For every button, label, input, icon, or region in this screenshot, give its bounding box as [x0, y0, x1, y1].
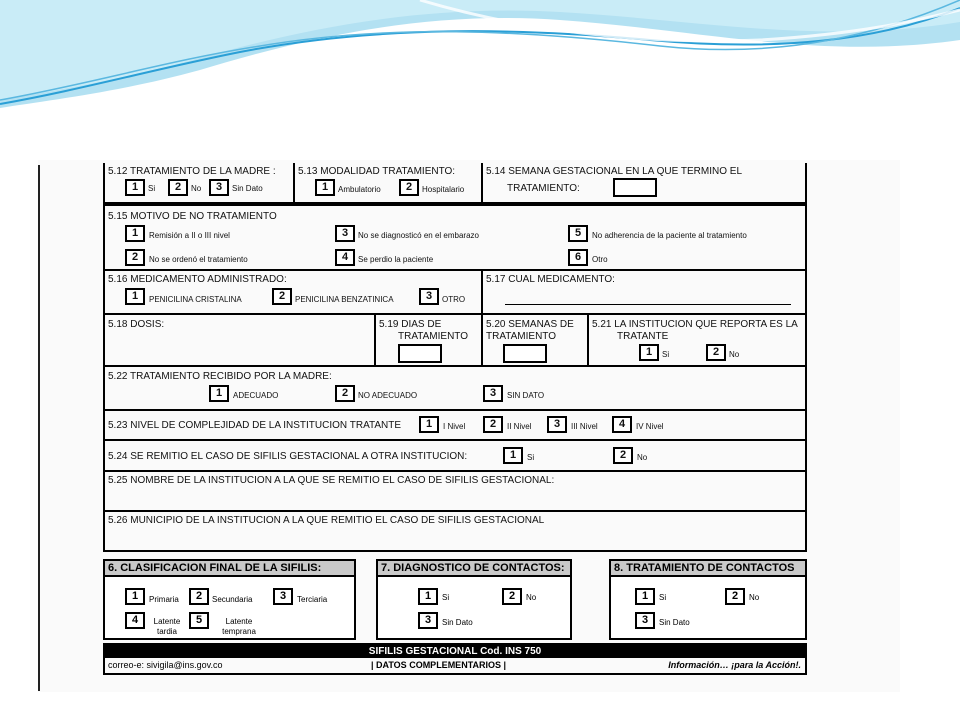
label-5-24: 5.24 SE REMITIO EL CASO DE SIFILIS GESTACIONAL A OTRA INSTITUCION:	[108, 451, 468, 462]
row-5-12	[103, 163, 807, 204]
label-5-20: 5.20 SEMANAS DE	[486, 319, 574, 330]
option-box-tratamiento-sin-dato[interactable]: 3	[483, 385, 503, 402]
input-cual-medicamento[interactable]	[505, 304, 791, 305]
option-label-secundaria: Secundaria	[212, 595, 253, 604]
input-semanas-tratamiento[interactable]	[503, 344, 547, 363]
option-box-si[interactable]: 1	[125, 179, 145, 196]
option-label-diag-sin-dato: Sin Dato	[442, 618, 473, 627]
option-box-no-adecuado[interactable]: 2	[335, 385, 355, 402]
cell-5-17	[483, 271, 805, 313]
option-box-nivel-2[interactable]: 2	[483, 416, 503, 433]
option-box-adecuado[interactable]: 1	[209, 385, 229, 402]
cell-5-21	[589, 315, 805, 365]
label-5-14-sub: TRATAMIENTO:	[507, 183, 580, 194]
option-label-nivel-1: I Nivel	[443, 422, 466, 431]
cell-5-19	[376, 315, 483, 365]
option-label-trat-no: No	[749, 593, 760, 602]
option-box-nivel-4[interactable]: 4	[612, 416, 632, 433]
option-label-latente-temprana: Latente temprana	[222, 617, 256, 636]
option-label-sin-dato: Sin Dato	[232, 184, 263, 193]
section-7-title: 7. DIAGNOSTICO DE CONTACTOS:	[378, 561, 570, 577]
option-box-remision[interactable]: 1	[125, 225, 145, 242]
option-label-adecuado: ADECUADO	[233, 391, 279, 400]
option-box-tratante-no[interactable]: 2	[706, 344, 726, 361]
option-box-terciaria[interactable]: 3	[273, 588, 293, 605]
page-margin-line	[38, 165, 40, 691]
cell-5-20	[483, 315, 589, 365]
row-5-16	[103, 271, 807, 315]
label-5-19-sub: TRATAMIENTO	[398, 331, 468, 342]
cell-5-16	[105, 271, 483, 313]
section-6-title: 6. CLASIFICACION FINAL DE LA SIFILIS:	[105, 561, 354, 577]
label-5-26: 5.26 MUNICIPIO DE LA INSTITUCION A LA QUE REMITIO EL CASO DE SIFILIS GESTACIONAL	[108, 515, 545, 526]
option-label-remitio-si: Si	[527, 453, 535, 462]
cell-5-14	[483, 163, 805, 202]
option-label-terciaria: Terciaria	[297, 595, 328, 604]
option-label-nivel-4: IV Nivel	[636, 422, 664, 431]
option-label-ambulatorio: Ambulatorio	[338, 185, 381, 194]
option-box-penicilina-benzatinica[interactable]: 2	[272, 288, 292, 305]
option-box-diag-si[interactable]: 1	[418, 588, 438, 605]
label-5-20-sub: TRATAMIENTO	[486, 331, 556, 342]
option-box-otro[interactable]: 6	[568, 249, 588, 266]
option-label-se-perdio: Se perdio la paciente	[358, 255, 434, 264]
option-box-remitio-no[interactable]: 2	[613, 447, 633, 464]
option-label-penicilina-cristalina: PENICILINA CRISTALINA	[149, 295, 242, 304]
option-label-otro: Otro	[592, 255, 608, 264]
section-diagnostico-contactos	[376, 559, 572, 640]
cell-5-13	[295, 163, 483, 202]
option-box-secundaria[interactable]: 2	[189, 588, 209, 605]
option-box-nivel-3[interactable]: 3	[547, 416, 567, 433]
input-dias-tratamiento[interactable]	[398, 344, 442, 363]
option-box-otro-medicamento[interactable]: 3	[419, 288, 439, 305]
option-box-latente-temprana[interactable]: 5	[189, 612, 209, 629]
option-label-no-ordeno: No se ordenó el tratamiento	[149, 255, 248, 264]
option-label-penicilina-benzatinica: PENICILINA BENZATINICA	[295, 295, 394, 304]
option-label-remision: Remisión a II o III nivel	[149, 231, 230, 240]
form-footer	[103, 643, 807, 675]
label-5-12: 5.12 TRATAMIENTO DE LA MADRE :	[108, 166, 276, 177]
label-5-17: 5.17 CUAL MEDICAMENTO:	[486, 274, 615, 285]
option-box-hospitalario[interactable]: 2	[399, 179, 419, 196]
label-5-16: 5.16 MEDICAMENTO ADMINISTRADO:	[108, 274, 287, 285]
option-label-no-adherencia: No adherencia de la paciente al tratamiento	[592, 231, 747, 240]
option-label-no-diagnostico: No se diagnosticó en el embarazo	[358, 231, 479, 240]
option-box-no-ordeno[interactable]: 2	[125, 249, 145, 266]
option-box-no-adherencia[interactable]: 5	[568, 225, 588, 242]
footer-slogan: Información… ¡para la Acción!.	[668, 660, 801, 670]
footer-info-row	[105, 658, 805, 673]
label-5-23: 5.23 NIVEL DE COMPLEJIDAD DE LA INSTITUCION TRATANTE	[108, 420, 402, 431]
option-box-penicilina-cristalina[interactable]: 1	[125, 288, 145, 305]
label-5-18: 5.18 DOSIS:	[108, 319, 165, 330]
label-5-21: 5.21 LA INSTITUCION QUE REPORTA ES LA	[592, 319, 798, 330]
option-label-trat-sin-dato: Sin Dato	[659, 618, 690, 627]
label-5-19: 5.19 DIAS DE	[379, 319, 442, 330]
label-5-14: 5.14 SEMANA GESTACIONAL EN LA QUE TERMINO EL	[486, 166, 743, 177]
option-box-no-diagnostico[interactable]: 3	[335, 225, 355, 242]
option-label-si: Si	[148, 184, 156, 193]
cell-5-12	[105, 163, 295, 202]
option-box-trat-si[interactable]: 1	[635, 588, 655, 605]
option-box-se-perdio[interactable]: 4	[335, 249, 355, 266]
option-box-latente-tardia[interactable]: 4	[125, 612, 145, 629]
cell-5-18	[105, 315, 376, 365]
option-label-tratante-no: No	[729, 350, 740, 359]
option-box-remitio-si[interactable]: 1	[503, 447, 523, 464]
option-label-no: No	[191, 184, 202, 193]
section-8-title: 8. TRATAMIENTO DE CONTACTOS	[611, 561, 805, 577]
option-box-sin-dato[interactable]: 3	[209, 179, 229, 196]
option-box-diag-no[interactable]: 2	[502, 588, 522, 605]
option-box-diag-sin-dato[interactable]: 3	[418, 612, 438, 629]
row-5-23	[103, 411, 807, 441]
row-5-25[interactable]	[103, 472, 807, 512]
footer-section-label: | DATOS COMPLEMENTARIOS |	[371, 660, 507, 670]
footer-title: SIFILIS GESTACIONAL Cod. INS 750	[105, 645, 805, 658]
option-box-ambulatorio[interactable]: 1	[315, 179, 335, 196]
option-label-primaria: Primaria	[149, 595, 179, 604]
option-label-remitio-no: No	[637, 453, 648, 462]
footer-email: correo-e: sivigila@ins.gov.co	[108, 660, 223, 670]
option-label-nivel-2: II Nivel	[507, 422, 532, 431]
option-label-diag-no: No	[526, 593, 537, 602]
row-5-15	[103, 204, 807, 271]
row-5-22	[103, 367, 807, 411]
option-box-trat-no[interactable]: 2	[725, 588, 745, 605]
option-label-trat-si: Si	[659, 593, 667, 602]
option-label-no-adecuado: NO ADECUADO	[358, 391, 418, 400]
option-box-tratante-si[interactable]: 1	[639, 344, 659, 361]
label-5-15: 5.15 MOTIVO DE NO TRATAMIENTO	[108, 211, 277, 222]
option-label-otro-medicamento: OTRO	[442, 295, 466, 304]
option-box-trat-sin-dato[interactable]: 3	[635, 612, 655, 629]
section-tratamiento-contactos	[609, 559, 807, 640]
label-5-21-sub: TRATANTE	[617, 331, 669, 342]
option-label-latente-tardia: Latente tardia	[153, 617, 181, 636]
option-label-tratamiento-sin-dato: SIN DATO	[507, 391, 545, 400]
input-semana-gestacional[interactable]	[613, 178, 657, 197]
label-5-13: 5.13 MODALIDAD TRATAMIENTO:	[298, 166, 456, 177]
option-box-primaria[interactable]: 1	[125, 588, 145, 605]
label-5-22: 5.22 TRATAMIENTO RECIBIDO POR LA MADRE:	[108, 371, 332, 382]
option-box-nivel-1[interactable]: 1	[419, 416, 439, 433]
label-5-25: 5.25 NOMBRE DE LA INSTITUCION A LA QUE SE REMITIO EL CASO DE SIFILIS GESTACIONAL:	[108, 475, 555, 486]
row-5-26[interactable]	[103, 512, 807, 552]
option-label-nivel-3: III Nivel	[571, 422, 598, 431]
row-5-24	[103, 441, 807, 472]
option-box-no[interactable]: 2	[168, 179, 188, 196]
option-label-diag-si: Si	[442, 593, 450, 602]
section-clasificacion-final	[103, 559, 356, 640]
option-label-hospitalario: Hospitalario	[422, 185, 465, 194]
option-label-tratante-si: Si	[662, 350, 670, 359]
row-5-18	[103, 315, 807, 367]
